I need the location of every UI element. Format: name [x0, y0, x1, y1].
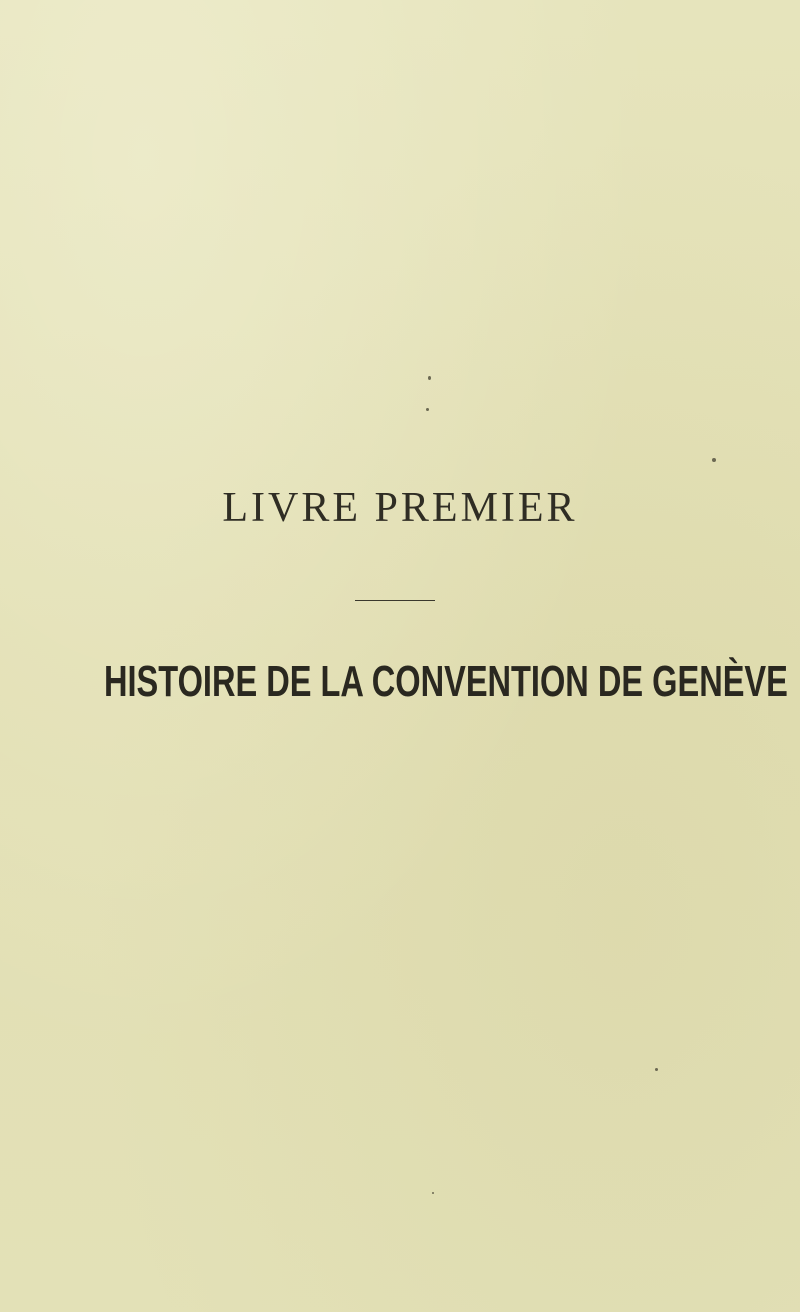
paper-speck — [428, 376, 431, 380]
paper-speck — [712, 458, 716, 462]
title-divider — [355, 600, 435, 601]
chapter-title: HISTOIRE DE LA CONVENTION DE GENÈVE — [104, 657, 788, 706]
book-title: LIVRE PREMIER — [222, 485, 578, 531]
paper-speck — [655, 1068, 658, 1071]
paper-speck — [426, 408, 429, 411]
paper-speck — [432, 1192, 434, 1194]
